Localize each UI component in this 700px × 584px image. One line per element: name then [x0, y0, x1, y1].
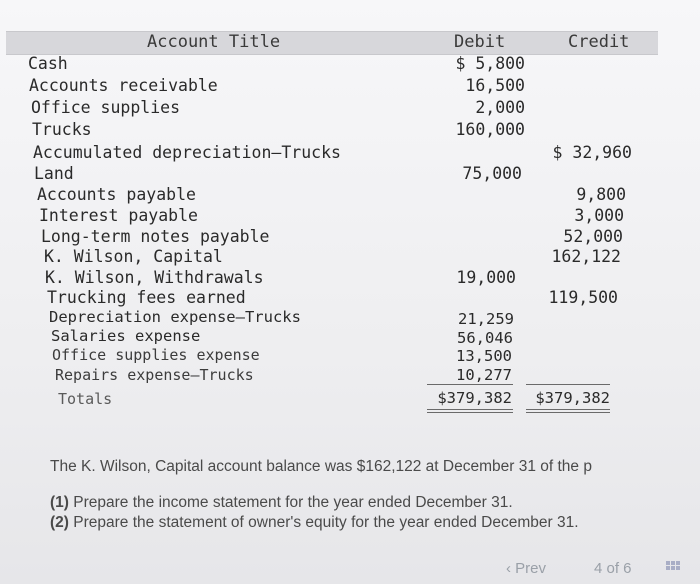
grid-icon[interactable] — [666, 561, 682, 575]
header-account-title: Account Title — [147, 32, 281, 52]
debit-total: $379,382 — [437, 389, 512, 407]
account-name: Trucks — [32, 120, 92, 139]
account-name: Repairs expense–Trucks — [55, 366, 254, 384]
header-credit: Credit — [568, 32, 630, 52]
debit-total-double-rule — [427, 409, 513, 410]
debit-amount: 75,000 — [462, 164, 522, 183]
table-header-bar — [6, 31, 658, 55]
debit-amount: 160,000 — [455, 120, 525, 139]
account-name: Office supplies expense — [52, 346, 260, 364]
credit-amount: 52,000 — [563, 227, 623, 246]
account-name: Accounts payable — [37, 185, 196, 204]
debit-amount: 19,000 — [456, 268, 516, 287]
prev-label: Prev — [515, 560, 547, 577]
debit-subtotal-rule — [427, 384, 513, 385]
account-name: Accumulated depreciation–Trucks — [33, 143, 341, 162]
account-name: K. Wilson, Capital — [44, 247, 223, 266]
account-name: Depreciation expense–Trucks — [49, 308, 301, 326]
debit-amount: 56,046 — [457, 329, 513, 347]
header-debit: Debit — [454, 32, 506, 52]
account-name: Long-term notes payable — [41, 227, 270, 246]
instruction-2 — [50, 514, 579, 532]
account-name: Interest payable — [39, 206, 198, 225]
credit-amount: 9,800 — [576, 185, 626, 204]
prev-button[interactable] — [506, 560, 546, 577]
account-name: Salaries expense — [51, 327, 201, 345]
credit-amount: 119,500 — [548, 288, 618, 307]
debit-amount: 2,000 — [475, 98, 525, 117]
account-name: Land — [34, 164, 74, 183]
credit-amount: 3,000 — [574, 206, 624, 225]
instruction-1 — [50, 494, 513, 512]
account-name: Accounts receivable — [29, 76, 218, 95]
account-name: Cash — [28, 54, 68, 73]
instruction-text: Prepare the statement of owner's equity for the year ended December 31. — [73, 514, 579, 531]
instruction-text: Prepare the income statement for the year ended December 31. — [73, 494, 513, 511]
debit-amount: 13,500 — [456, 347, 512, 365]
account-name: K. Wilson, Withdrawals — [45, 268, 264, 287]
account-name: Trucking fees earned — [47, 288, 246, 307]
credit-subtotal-rule — [526, 384, 610, 385]
instruction-number: (2) — [50, 514, 69, 531]
debit-amount: 16,500 — [465, 76, 525, 95]
credit-total-double-rule — [526, 409, 610, 410]
instruction-number: (1) — [50, 494, 69, 511]
credit-amount: $ 32,960 — [552, 143, 632, 162]
page-count: 4 of 6 — [594, 560, 632, 577]
debit-amount: 10,277 — [456, 366, 512, 384]
credit-total: $379,382 — [535, 389, 610, 407]
capital-balance-note: The K. Wilson, Capital account balance was $162,122 at December 31 of the p — [50, 458, 592, 475]
chevron-left-icon: ‹ — [506, 560, 516, 577]
account-name: Office supplies — [31, 98, 181, 117]
credit-amount: 162,122 — [551, 247, 621, 266]
debit-amount: 21,259 — [458, 310, 514, 328]
totals-label: Totals — [58, 390, 113, 408]
debit-amount: $ 5,800 — [455, 54, 525, 73]
